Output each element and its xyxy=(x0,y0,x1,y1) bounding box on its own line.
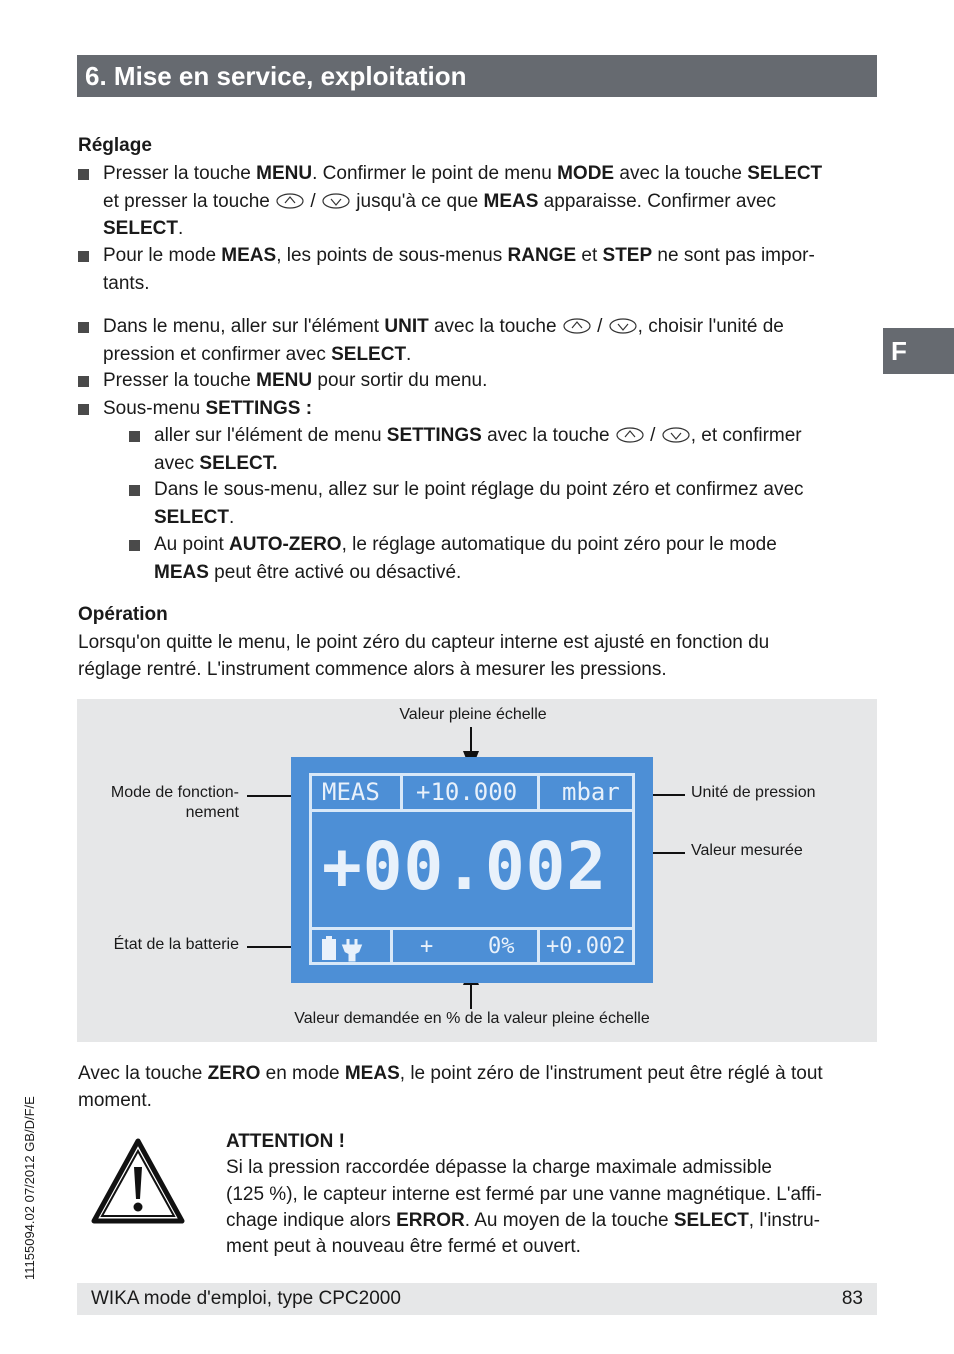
sub-list-item: aller sur l'élément de menu SETTINGS avec la touche / , et confirmer avec SELECT. xyxy=(154,422,884,477)
bullet-square xyxy=(129,540,140,551)
bullet-square xyxy=(78,251,89,262)
attention-heading: ATTENTION ! xyxy=(226,1131,345,1152)
language-tab-label: F xyxy=(891,336,907,366)
lcd-setpoint: +0.002 xyxy=(546,934,626,959)
battery-icon xyxy=(320,936,380,962)
document-code: 11155094.02 07/2012 GB/D/F/E xyxy=(22,1096,37,1280)
bullet-square xyxy=(129,485,140,496)
up-key-icon xyxy=(562,317,592,335)
bullet-square xyxy=(78,404,89,415)
language-tab xyxy=(883,328,954,374)
section-title: 6. Mise en service, exploitation xyxy=(85,61,467,91)
down-key-icon xyxy=(321,192,351,210)
zero-note: Avec la touche ZERO en mode MEAS, le point zéro de l'instrument peut être réglé à tout moment. xyxy=(78,1063,823,1111)
label-measured: Valeur mesurée xyxy=(691,842,803,859)
page-footer xyxy=(77,1283,877,1315)
list-item: Presser la touche MENU pour sortir du menu. xyxy=(103,367,883,395)
warning-triangle-icon xyxy=(90,1137,186,1225)
lcd-display xyxy=(291,757,653,983)
section-title-bar xyxy=(77,55,877,97)
down-key-icon xyxy=(608,317,638,335)
sub-list-item: Au point AUTO-ZERO, le réglage automatique du point zéro pour le mode MEAS peut être activé ou désactivé. xyxy=(154,531,884,586)
bullet-square xyxy=(78,322,89,333)
display-figure xyxy=(77,699,877,1042)
down-key-icon xyxy=(661,426,691,444)
label-full-scale: Valeur pleine échelle xyxy=(399,706,547,723)
lcd-percent: 0% xyxy=(488,934,515,959)
lcd-measured-value: +00.002 xyxy=(322,828,608,905)
sub-list-item: Dans le sous-menu, allez sur le point réglage du point zéro et confirmez avec SELECT. xyxy=(154,476,884,531)
operation-heading: Opération xyxy=(78,604,168,625)
bullet-square xyxy=(78,376,89,387)
lcd-plus: + xyxy=(420,934,434,959)
label-mode: Mode de fonction- nement xyxy=(110,784,239,821)
bullet-square xyxy=(129,431,140,442)
lcd-unit: mbar xyxy=(562,778,620,806)
footer-text: WIKA mode d'emploi, type CPC2000 xyxy=(91,1288,401,1309)
label-unit: Unité de pression xyxy=(691,784,816,801)
reglage-heading: Réglage xyxy=(78,135,152,156)
up-key-icon xyxy=(615,426,645,444)
attention-block: ATTENTION ! Si la pression raccordée dépasse la charge maximale admissible (125 %), le capteur interne est fermé par une vanne magnétique. L'affi- chage indique alors ERROR. Au moyen de la touche SELECT, l'instru- ment peut à nouveau être fermé et ouvert. xyxy=(226,1129,876,1260)
up-key-icon xyxy=(275,192,305,210)
list-item: Presser la touche MENU. Confirmer le point de menu MODE avec la touche SELECT et presser la touche / jusqu'à ce que MEAS apparaisse. Confirmer avec SELECT. xyxy=(103,160,883,243)
operation-paragraph: Lorsqu'on quitte le menu, le point zéro du capteur interne est ajusté en fonction du réglage rentré. L'instrument commence alors à mesurer les pressions. xyxy=(78,632,770,680)
page-number: 83 xyxy=(841,1288,863,1309)
label-setpoint-percent: Valeur demandée en % de la valeur pleine échelle xyxy=(294,1010,650,1027)
lcd-frame xyxy=(309,773,635,965)
list-item: Pour le mode MEAS, les points de sous-menus RANGE et STEP ne sont pas impor- tants. xyxy=(103,242,883,297)
list-item: Sous-menu SETTINGS : xyxy=(103,395,883,423)
lcd-mode: MEAS xyxy=(322,778,380,806)
bullet-square xyxy=(78,169,89,180)
lcd-range: +10.000 xyxy=(416,778,518,806)
label-battery: État de la batterie xyxy=(113,936,239,953)
list-item: Dans le menu, aller sur l'élément UNIT avec la touche / , choisir l'unité de pression et confirmer avec SELECT. xyxy=(103,313,883,368)
